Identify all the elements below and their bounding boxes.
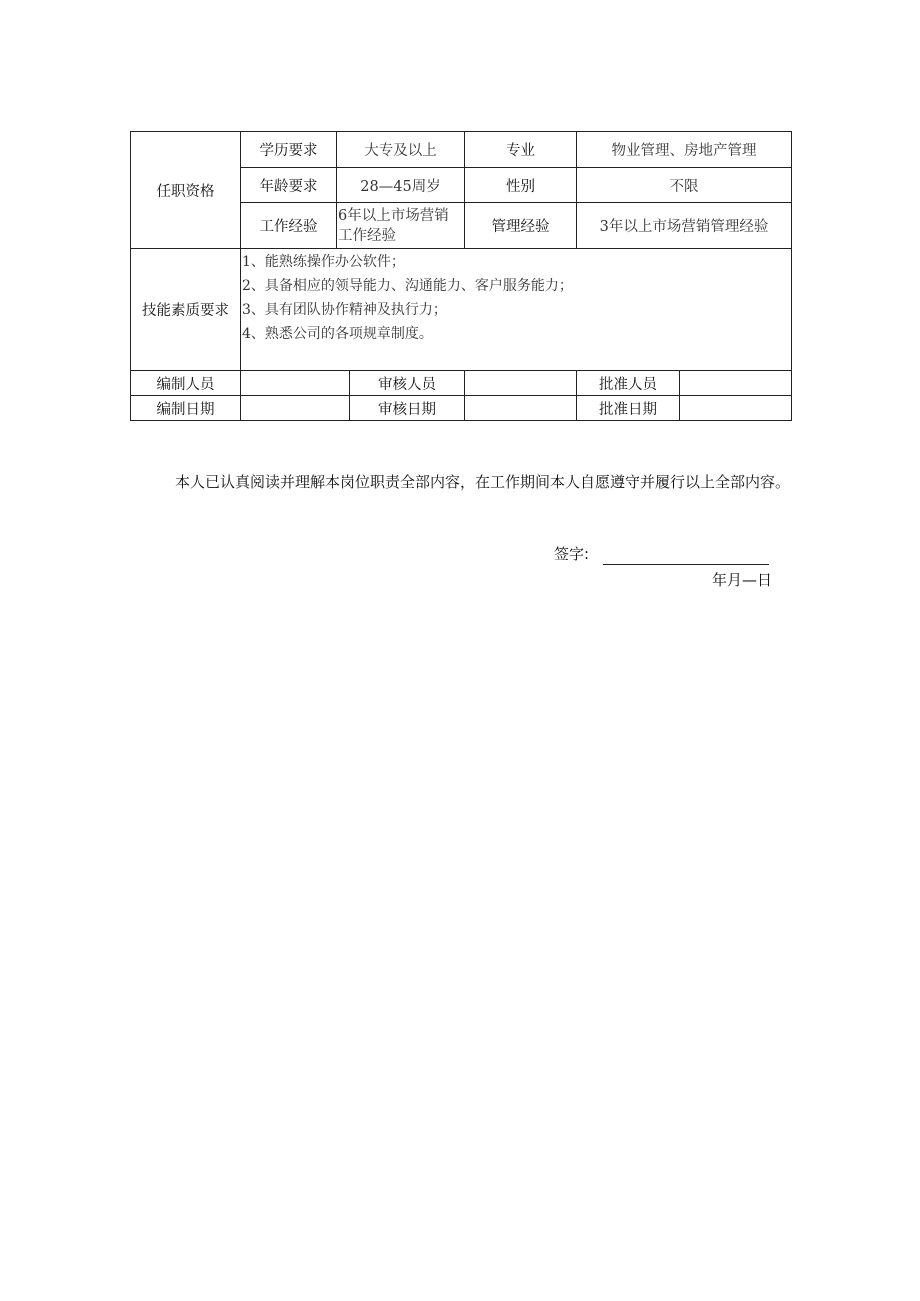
qualification-section-label: 任职资格: [131, 132, 241, 249]
management-experience-label: 管理经验: [465, 203, 577, 249]
work-experience-value: 6年以上市场营销工作经验: [338, 207, 449, 244]
reviewed-date-field[interactable]: [465, 396, 577, 421]
requirements-table: [130, 131, 792, 421]
approved-by-label: 批准人员: [577, 371, 680, 396]
prepared-by-field[interactable]: [241, 371, 350, 396]
reviewed-date-label: 审核日期: [350, 396, 465, 421]
education-row: [131, 132, 792, 168]
gender-value: 不限: [577, 168, 792, 203]
approval-dates-row: [131, 396, 792, 421]
major-value: 物业管理、房地产管理: [577, 132, 792, 168]
age-label: 年龄要求: [241, 168, 337, 203]
skills-cell: [241, 249, 792, 371]
age-value: 28—45周岁: [337, 168, 465, 203]
education-label: 学历要求: [241, 132, 337, 168]
job-requirements-sheet: [130, 131, 791, 422]
management-experience-value: 3年以上市场营销管理经验: [577, 203, 792, 249]
signature-line[interactable]: [603, 544, 769, 565]
skills-label: 技能素质要求: [131, 249, 241, 371]
skill-item: 3、具有团队协作精神及执行力；: [242, 302, 447, 318]
prepared-by-label: 编制人员: [131, 371, 241, 396]
signature-label: 签字:: [554, 545, 590, 563]
skill-item: 1、能熟练操作办公软件；: [242, 254, 405, 270]
approved-date-field[interactable]: [680, 396, 792, 421]
skill-item: 2、具备相应的领导能力、沟通能力、客户服务能力；: [242, 278, 573, 294]
gender-label: 性别: [465, 168, 577, 203]
major-label: 专业: [465, 132, 577, 168]
approved-by-field[interactable]: [680, 371, 792, 396]
skills-row: [131, 249, 792, 371]
reviewed-by-field[interactable]: [465, 371, 577, 396]
approval-persons-row: [131, 371, 792, 396]
work-experience-cell: [337, 203, 465, 249]
work-experience-label: 工作经验: [241, 203, 337, 249]
prepared-date-field[interactable]: [241, 396, 350, 421]
reviewed-by-label: 审核人员: [350, 371, 465, 396]
prepared-date-label: 编制日期: [131, 396, 241, 421]
signature-date: 年月—日: [712, 571, 773, 589]
education-value: 大专及以上: [337, 132, 465, 168]
signature-block: [554, 543, 769, 565]
commitment-statement: 本人已认真阅读并理解本岗位职责全部内容，在工作期间本人自愿遵守并履行以上全部内容。: [175, 473, 791, 491]
skill-item: 4、熟悉公司的各项规章制度。: [242, 326, 433, 342]
approved-date-label: 批准日期: [577, 396, 680, 421]
